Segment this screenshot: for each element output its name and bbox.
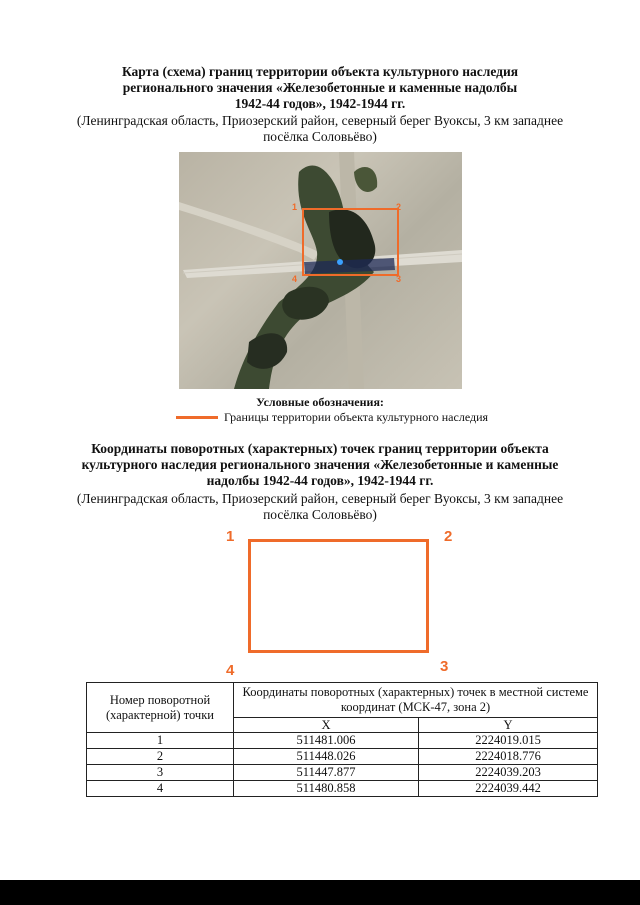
table-row xyxy=(87,765,598,781)
scheme-point-4: 4 xyxy=(226,662,235,679)
table-header-row xyxy=(87,683,598,718)
boundary-line-swatch xyxy=(176,416,218,419)
boundary-scheme xyxy=(248,539,429,653)
map-title-line-3: 1942-44 годов», 1942-1944 гг. xyxy=(234,96,406,111)
map-location xyxy=(0,113,640,145)
col-y-header: Y xyxy=(419,718,598,733)
y-value: 2224039.203 xyxy=(419,765,598,781)
coordinates-title-line-1: Координаты поворотных (характерных) точек границ территории объекта xyxy=(91,441,549,456)
legend-title: Условные обозначения: xyxy=(256,395,384,409)
map-point-1-label: 1 xyxy=(292,202,298,212)
x-value: 511447.877 xyxy=(234,765,419,781)
coordinates-title-line-2: культурного наследия регионального значения «Железобетонные и каменные xyxy=(81,457,559,472)
coordinates-location-line-1: (Ленинградская область, Приозерский район, северный берег Вуоксы, 3 км западнее xyxy=(76,491,564,506)
table-row xyxy=(87,749,598,765)
point-number: 1 xyxy=(87,733,234,749)
map-title-line-2: регионального значения «Железобетонные и каменные надолбы xyxy=(122,80,518,95)
legend-item xyxy=(176,410,488,424)
coordinates-location xyxy=(0,491,640,523)
legend-item-label: Границы территории объекта культурного наследия xyxy=(224,409,489,424)
x-value: 511448.026 xyxy=(234,749,419,765)
coordinates-title-line-3: надолбы 1942-44 годов», 1942-1944 гг. xyxy=(206,473,434,488)
map-location-line-1: (Ленинградская область, Приозерский район, северный берег Вуоксы, 3 км западнее xyxy=(76,113,564,128)
point-number: 3 xyxy=(87,765,234,781)
point-number: 4 xyxy=(87,781,234,797)
coordinates-title xyxy=(0,441,640,489)
scan-edge xyxy=(0,880,640,905)
col-x-header: X xyxy=(234,718,419,733)
coordinates-table xyxy=(86,682,598,797)
map-point-3-label: 3 xyxy=(396,274,402,284)
map-title-line-1: Карта (схема) границ территории объекта культурного наследия xyxy=(121,64,519,79)
col-point-number-header: Номер поворотной (характерной) точки xyxy=(87,683,234,733)
y-value: 2224039.442 xyxy=(419,781,598,797)
x-value: 511481.006 xyxy=(234,733,419,749)
satellite-map xyxy=(179,152,462,389)
map-location-line-2: посёлка Соловьёво) xyxy=(263,129,377,144)
col-coordinates-header: Координаты поворотных (характерных) точек в местной системе координат (МСК-47, зона 2) xyxy=(234,683,598,718)
y-value: 2224018.776 xyxy=(419,749,598,765)
table-row xyxy=(87,733,598,749)
map-title xyxy=(0,64,640,112)
x-value: 511480.858 xyxy=(234,781,419,797)
scheme-point-1: 1 xyxy=(226,528,235,545)
scheme-point-3: 3 xyxy=(440,658,449,675)
y-value: 2224019.015 xyxy=(419,733,598,749)
map-point-4-label: 4 xyxy=(292,274,298,284)
satellite-map-image xyxy=(179,152,462,389)
scheme-point-2: 2 xyxy=(444,528,453,545)
map-point-2-label: 2 xyxy=(396,202,402,212)
coordinates-location-line-2: посёлка Соловьёво) xyxy=(263,507,377,522)
point-number: 2 xyxy=(87,749,234,765)
table-row xyxy=(87,781,598,797)
